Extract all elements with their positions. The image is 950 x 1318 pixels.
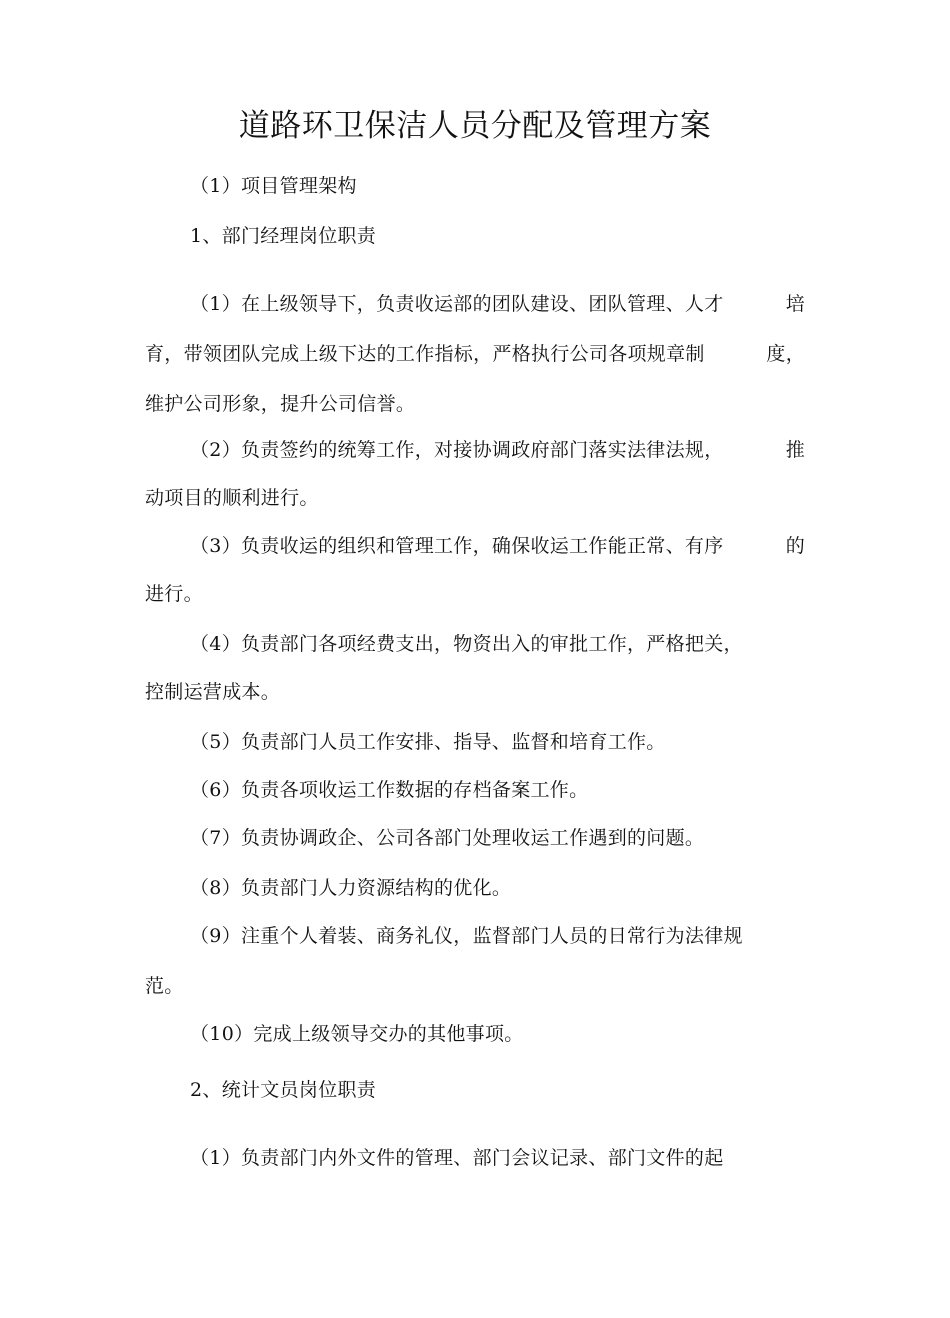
paragraph-line bbox=[145, 340, 805, 368]
paragraph-line: （7）负责协调政企、公司各部门处理收运工作遇到的问题。 bbox=[190, 827, 705, 849]
paragraph-line: （10）完成上级领导交办的其他事项。 bbox=[190, 1023, 524, 1045]
text-run: 育，带领团队完成上级下达的工作指标，严格执行公司各项规章制 bbox=[145, 343, 705, 365]
paragraph-line: 动项目的顺利进行。 bbox=[145, 487, 319, 509]
paragraph-line: （4）负责部门各项经费支出，物资出入的审批工作，严格把关， bbox=[190, 633, 743, 655]
paragraph-line: （8）负责部门人力资源结构的优化。 bbox=[190, 877, 512, 899]
paragraph-line: 范。 bbox=[145, 975, 184, 997]
paragraph-line: （1）负责部门内外文件的管理、部门会议记录、部门文件的起 bbox=[190, 1147, 724, 1169]
paragraph-line: 维护公司形象，提升公司信誉。 bbox=[145, 393, 416, 415]
subsection-heading: 2、统计文员岗位职责 bbox=[190, 1079, 377, 1101]
text-run: 度， bbox=[766, 343, 805, 365]
subsection-heading: 1、部门经理岗位职责 bbox=[190, 225, 377, 247]
text-run: （1）在上级领导下，负责收运部的团队建设、团队管理、人才 bbox=[190, 293, 724, 315]
text-run: 培 bbox=[785, 293, 805, 315]
paragraph-line bbox=[190, 436, 805, 464]
paragraph-line: 进行。 bbox=[145, 583, 203, 605]
section-heading: （1）项目管理架构 bbox=[190, 175, 357, 197]
text-run: （2）负责签约的统筹工作，对接协调政府部门落实法律法规， bbox=[190, 439, 724, 461]
paragraph-line: （6）负责各项收运工作数据的存档备案工作。 bbox=[190, 779, 589, 801]
paragraph-line bbox=[190, 290, 805, 318]
paragraph-line: （5）负责部门人员工作安排、指导、监督和培育工作。 bbox=[190, 731, 666, 753]
paragraph-line: （9）注重个人着装、商务礼仪，监督部门人员的日常行为法律规 bbox=[190, 925, 743, 947]
document-title: 道路环卫保洁人员分配及管理方案 bbox=[238, 108, 712, 144]
text-run: 推 bbox=[785, 439, 805, 461]
paragraph-line: 控制运营成本。 bbox=[145, 681, 281, 703]
text-run: 的 bbox=[785, 535, 805, 557]
text-run: （3）负责收运的组织和管理工作，确保收运工作能正常、有序 bbox=[190, 535, 724, 557]
paragraph-line bbox=[190, 532, 805, 560]
